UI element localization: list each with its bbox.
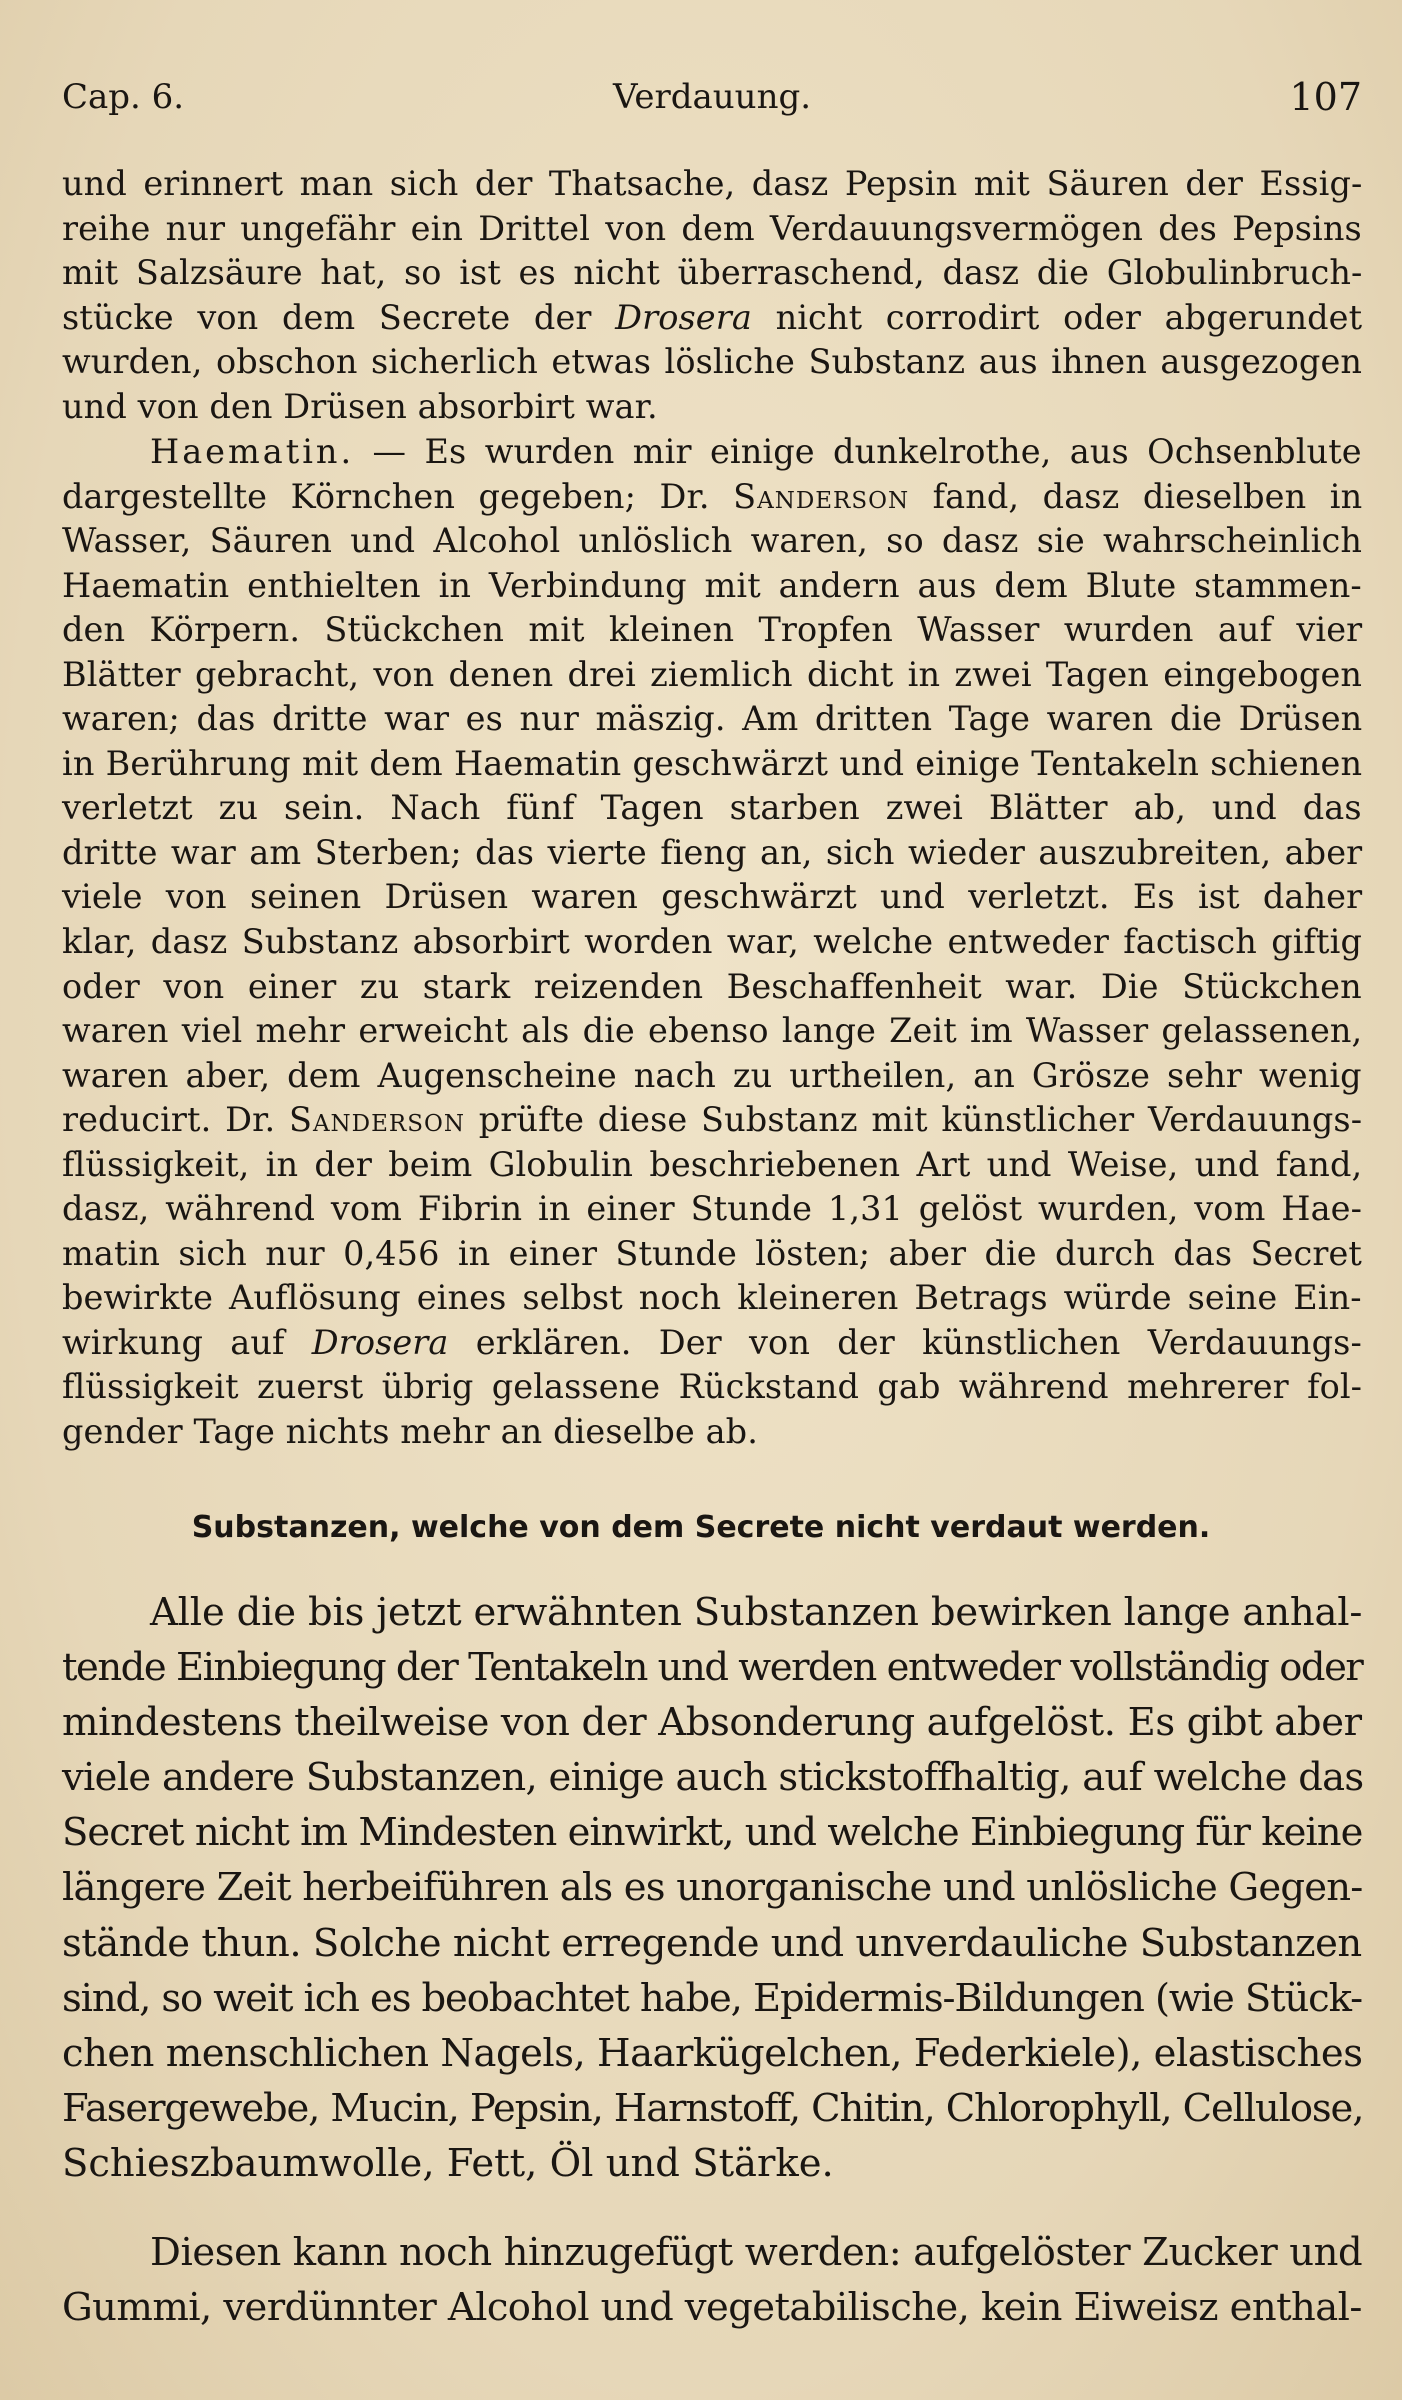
paragraph-globulin-conclusion: [62, 162, 1362, 429]
text-line: bewirkte Auflösung eines selbst noch kleineren Betrags würde seine Ein-: [62, 1278, 1362, 1318]
species-name: Drosera: [311, 1322, 449, 1362]
text-line: und von den Drüsen absorbirt war.: [62, 386, 658, 426]
text-line: und erinnert man sich der Thatsache, dasz Pepsin mit Säuren der Essig-: [62, 164, 1363, 203]
text-line: verletzt zu sein. Nach fünf Tagen starben zwei Blätter ab, und das: [62, 788, 1362, 828]
text-line: klar, dasz Substanz absorbirt worden war, welche entweder factisch giftig: [62, 922, 1362, 962]
page-number: 107: [1289, 75, 1362, 119]
text-line: waren aber, dem Augenscheine nach zu urtheilen, an Grösze sehr wenig: [62, 1055, 1362, 1095]
text-line: dargestellte Körnchen gegeben; Dr. Sanderson fand, dasz dieselben in: [62, 476, 1363, 516]
text-line: Diesen kann noch hinzugefügt werden: aufgelöster Zucker und: [150, 2230, 1363, 2275]
text-line: reducirt. Dr. Sanderson prüfte diese Substanz mit künstlicher Verdauungs-: [62, 1100, 1363, 1140]
text-line: dasz, während vom Fibrin in einer Stunde 1,31 gelöst wurden, vom Hae-: [62, 1189, 1363, 1229]
text-line: in Berührung mit dem Haematin geschwärzt und einige Tentakeln schienen: [62, 743, 1363, 783]
paragraph-haematin: [62, 430, 1362, 1455]
text-line: wurden, obschon sicherlich etwas lösliche Substanz aus ihnen ausgezogen: [62, 342, 1363, 382]
text-line: oder von einer zu stark reizenden Beschaffenheit war. Die Stückchen: [62, 966, 1362, 1006]
text-line: wirkung auf Drosera erklären. Der von der künstlichen Verdauungs-: [62, 1322, 1362, 1362]
text-line: Haematin. — Es wurden mir einige dunkelrothe, aus Ochsenblute: [150, 432, 1362, 471]
text-line: mit Salzsäure hat, so ist es nicht überraschend, dasz die Globulinbruch-: [62, 253, 1363, 293]
text-line: viele von seinen Drüsen waren geschwärzt und verletzt. Es ist daher: [62, 877, 1363, 917]
text-line: Gummi, verdünnter Alcohol und vegetabilische, kein Eiweisz enthal-: [62, 2285, 1362, 2331]
text-line: längere Zeit herbeiführen als es unorganische und unlösliche Gegen-: [62, 1865, 1363, 1911]
text-line: den Körpern. Stückchen mit kleinen Tropfen Wasser wurden auf vier: [62, 610, 1363, 650]
text-line: waren; das dritte war es nur mäszig. Am dritten Tage waren die Drüsen: [62, 699, 1363, 739]
running-title: Verdauung.: [612, 77, 812, 117]
text-line: Secret nicht im Mindesten einwirkt, und welche Einbiegung für keine: [62, 1810, 1363, 1856]
species-name: Drosera: [615, 297, 752, 337]
person-name: Sanderson: [289, 1100, 465, 1140]
paragraph-additional-substances: [62, 2225, 1362, 2335]
text-line: reihe nur ungefähr ein Drittel von dem Verdauungsvermögen des Pepsins: [62, 208, 1362, 248]
term-haematin: Haematin.: [150, 432, 355, 471]
text-line: stücke von dem Secrete der Drosera nicht corrodirt oder abgerundet: [62, 297, 1363, 337]
text-line: chen menschlichen Nagels, Haarkügelchen, Federkiele), elastisches: [62, 2030, 1363, 2076]
text-line: viele andere Substanzen, einige auch stickstoffhaltig, auf welche das: [62, 1755, 1364, 1801]
text-line: waren viel mehr erweicht als die ebenso lange Zeit im Wasser gelassenen,: [62, 1011, 1363, 1051]
text-line: Wasser, Säuren und Alcohol unlöslich waren, so dasz sie wahrscheinlich: [62, 521, 1363, 561]
text-line: Fasergewebe, Mucin, Pepsin, Harnstoff, Chitin, Chlorophyll, Cellulose,: [62, 2085, 1364, 2131]
text-line: tende Einbiegung der Tentakeln und werden entweder vollständig oder: [62, 1645, 1363, 1691]
text-line: Blätter gebracht, von denen drei ziemlich dicht in zwei Tagen eingebogen: [62, 654, 1363, 694]
text-line: Schieszbaumwolle, Fett, Öl und Stärke.: [62, 2140, 834, 2186]
text-line: sind, so weit ich es beobachtet habe, Epidermis-Bildungen (wie Stück-: [62, 1975, 1363, 2021]
text-line: matin sich nur 0,456 in einer Stunde lösten; aber die durch das Secret: [62, 1233, 1362, 1273]
paragraph-indigestible-substances: [62, 1585, 1362, 2191]
text-line: flüssigkeit zuerst übrig gelassene Rückstand gab während mehrerer fol-: [62, 1367, 1363, 1407]
text-line: mindestens theilweise von der Absonderung aufgelöst. Es gibt aber: [62, 1700, 1362, 1746]
text-line: Haematin enthielten in Verbindung mit andern aus dem Blute stammen-: [62, 565, 1362, 605]
text-line: gender Tage nichts mehr an dieselbe ab.: [62, 1412, 758, 1452]
running-header: [62, 72, 1362, 122]
text-line: flüssigkeit, in der beim Globulin beschriebenen Art und Weise, und fand,: [62, 1144, 1363, 1184]
chapter-label: Cap. 6.: [62, 77, 185, 117]
text-line: stände thun. Solche nicht erregende und unverdauliche Substanzen: [62, 1920, 1362, 1966]
text-line: dritte war am Sterben; das vierte fieng an, sich wieder auszubreiten, aber: [62, 832, 1363, 872]
person-name: Sanderson: [733, 476, 910, 516]
text-line: Alle die bis jetzt erwähnten Substanzen bewirken lange anhal-: [150, 1590, 1363, 1635]
section-heading: Substanzen, welche von dem Secrete nicht verdaut werden.: [191, 1510, 1211, 1545]
